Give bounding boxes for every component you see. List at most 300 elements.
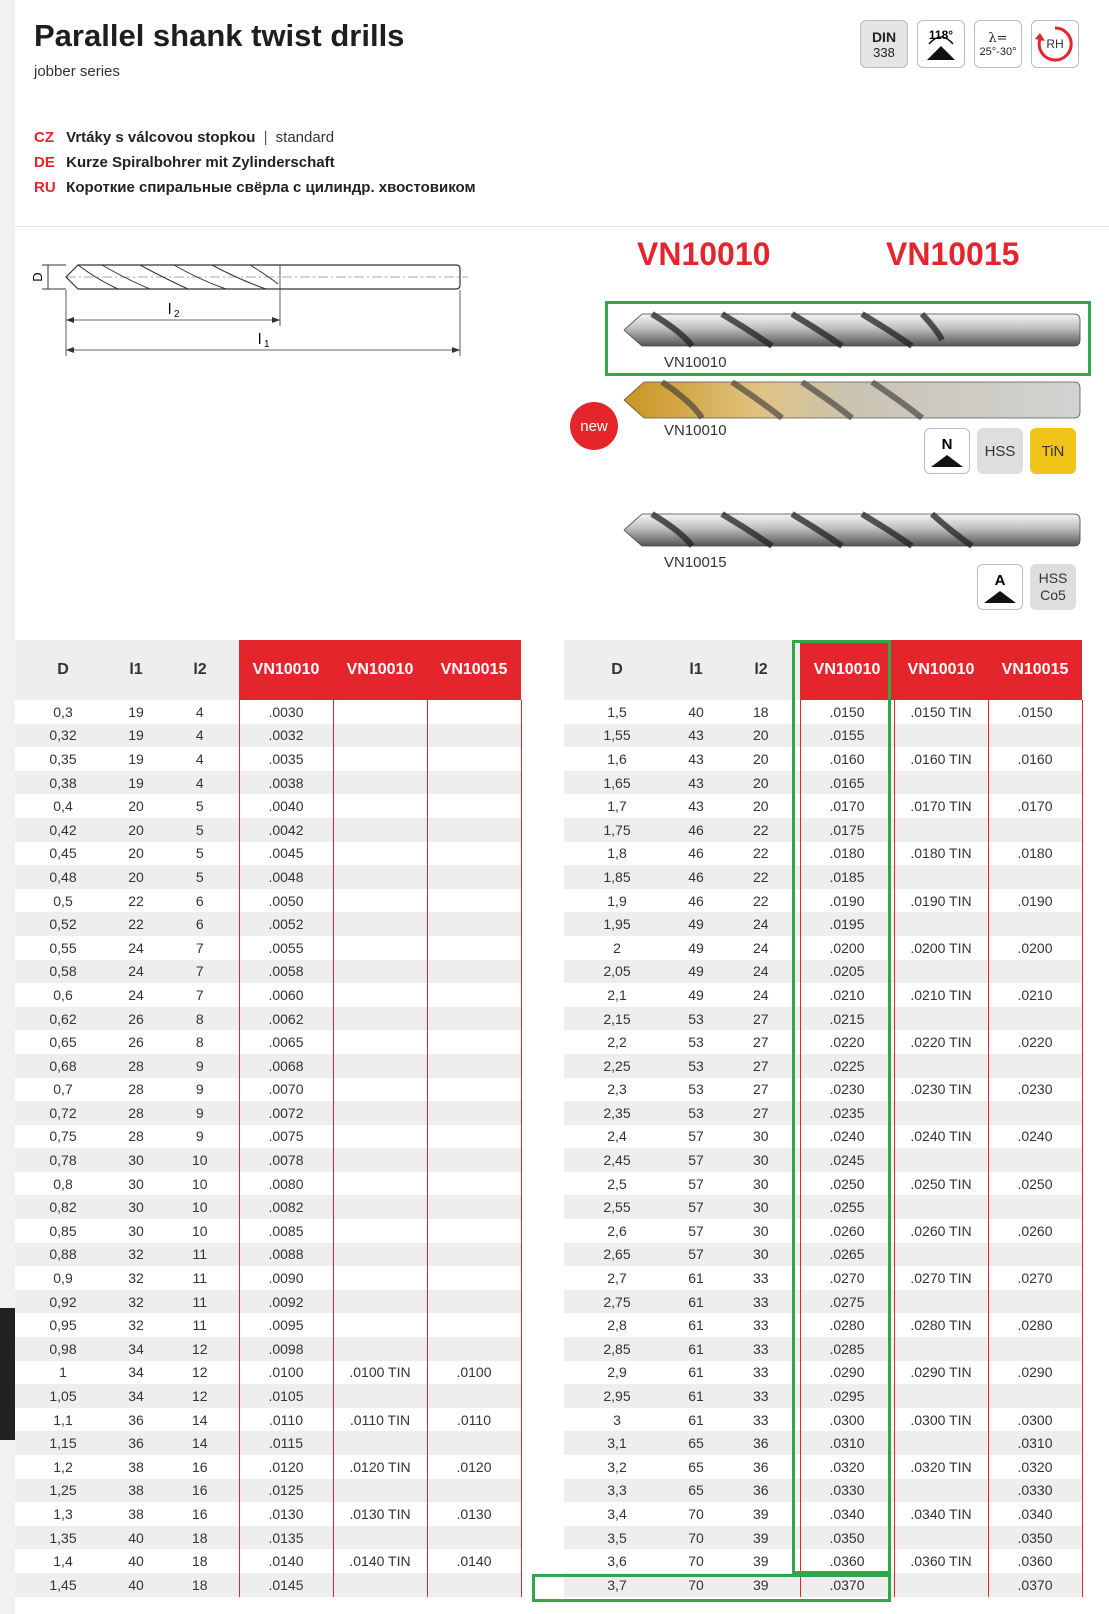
table-cell: 18 — [161, 1526, 239, 1550]
table-cell: .0310 — [800, 1431, 894, 1455]
table-cell: 20 — [722, 771, 800, 795]
table-cell: 43 — [688, 750, 704, 767]
table-cell — [333, 771, 427, 795]
table-cell: 57 — [688, 1128, 704, 1145]
table-row — [15, 1384, 521, 1408]
table-cell: 6 — [161, 912, 239, 936]
table-cell: .0260 — [988, 1219, 1082, 1243]
table-cell — [894, 724, 988, 748]
table-cell: 3,4 — [607, 1505, 627, 1522]
table-cell: 2,05 — [564, 960, 670, 984]
table-cell: .0155 — [800, 724, 894, 748]
table-cell: 32 — [111, 1243, 161, 1267]
product-code-vn10010: VN10010 — [637, 236, 771, 272]
table-cell: .0140 — [239, 1549, 333, 1573]
table-cell: 2,35 — [564, 1101, 670, 1125]
column-header: l1 — [670, 640, 722, 700]
drill-image-vn10015 — [622, 510, 1082, 550]
table-cell: 33 — [752, 1411, 769, 1428]
table-cell: .0070 — [239, 1078, 333, 1102]
table-cell: 61 — [688, 1270, 704, 1287]
table-cell: 1,4 — [53, 1553, 73, 1570]
table-cell: 53 — [688, 1081, 704, 1098]
table-cell: .0195 — [800, 912, 894, 936]
column-header: VN10015 — [988, 640, 1082, 700]
table-cell — [894, 771, 988, 795]
table-cell: 2,55 — [564, 1195, 670, 1219]
table-cell: .0075 — [239, 1125, 333, 1149]
table-cell — [427, 865, 521, 889]
table-cell: .0255 — [800, 1195, 894, 1219]
table-cell: 40 — [111, 1526, 161, 1550]
table-cell: 3,5 — [564, 1526, 670, 1550]
table-cell: 53 — [688, 1034, 704, 1051]
table-cell: 0,52 — [15, 912, 111, 936]
table-cell: .0350 — [988, 1526, 1082, 1550]
table-cell: 24 — [722, 960, 800, 984]
table-cell: .0145 — [239, 1573, 333, 1597]
table-cell: .0100 — [239, 1361, 333, 1385]
table-cell: .0030 — [239, 700, 333, 724]
table-row — [15, 794, 521, 818]
table-cell — [427, 1030, 521, 1054]
table-cell: 0,75 — [49, 1128, 77, 1145]
table-cell: 36 — [111, 1431, 161, 1455]
table-cell: 22 — [722, 865, 800, 889]
rotation-icon — [1034, 23, 1076, 65]
table-cell: .0100 — [427, 1361, 521, 1385]
table-cell: .0300 TIN — [894, 1408, 988, 1432]
table-cell: 19 — [128, 750, 144, 767]
table-cell: 0,92 — [15, 1290, 111, 1314]
table-cell — [427, 1101, 521, 1125]
table-cell: 65 — [670, 1431, 722, 1455]
table-cell — [894, 1479, 988, 1503]
table-row — [15, 1243, 521, 1267]
table-cell — [333, 1384, 427, 1408]
table-cell: .0280 — [800, 1313, 894, 1337]
table-cell: 24 — [722, 912, 800, 936]
table-row — [15, 889, 521, 913]
table-cell — [333, 1431, 427, 1455]
table-cell: 22 — [752, 845, 769, 862]
table-cell — [427, 1526, 521, 1550]
table-cell — [333, 1172, 427, 1196]
table-cell: 4 — [195, 703, 204, 720]
table-cell: .0220 — [800, 1030, 894, 1054]
table-cell: 0,3 — [53, 703, 73, 720]
table-cell: .0092 — [239, 1290, 333, 1314]
table-cell — [988, 724, 1082, 748]
table-cell: 0,8 — [53, 1175, 73, 1192]
tool-type-n-label: N — [941, 436, 953, 453]
table-cell: 57 — [670, 1195, 722, 1219]
tool-type-n-badge — [924, 428, 970, 474]
table-row — [15, 1455, 521, 1479]
table-cell — [333, 1337, 427, 1361]
table-cell: .0285 — [800, 1337, 894, 1361]
table-cell — [988, 912, 1082, 936]
table-cell — [988, 1148, 1082, 1172]
table-cell — [894, 1573, 988, 1597]
table-cell: 0,85 — [49, 1222, 77, 1239]
l2-label: l — [168, 301, 172, 318]
table-cell: .0065 — [239, 1030, 333, 1054]
point-angle-badge — [917, 20, 965, 68]
table-cell: 30 — [722, 1195, 800, 1219]
table-cell: 4 — [161, 771, 239, 795]
table-cell: 19 — [111, 724, 161, 748]
din-label: DIN — [871, 28, 897, 45]
table-cell: 2,25 — [564, 1054, 670, 1078]
table-row — [15, 1549, 521, 1573]
table-cell — [988, 1290, 1082, 1314]
table-cell: 22 — [128, 892, 144, 909]
table-cell: .0110 — [427, 1408, 521, 1432]
table-cell: .0360 — [800, 1549, 894, 1573]
table-cell: 36 — [722, 1431, 800, 1455]
page-subtitle: jobber series — [34, 63, 120, 80]
table-cell: 10 — [161, 1195, 239, 1219]
table-cell — [427, 912, 521, 936]
table-cell: 0,58 — [15, 960, 111, 984]
table-cell: 12 — [191, 1364, 208, 1381]
table-cell: 0,38 — [15, 771, 111, 795]
table-cell — [333, 1479, 427, 1503]
table-cell: .0350 — [800, 1526, 894, 1550]
table-cell: .0180 — [988, 842, 1082, 866]
table-cell: 28 — [111, 1101, 161, 1125]
product-code-vn10015: VN10015 — [886, 236, 1020, 272]
table-cell: 38 — [111, 1479, 161, 1503]
table-cell: 1,25 — [15, 1479, 111, 1503]
table-cell — [333, 700, 427, 724]
table-row — [15, 912, 521, 936]
table-cell: 2,7 — [607, 1270, 627, 1287]
table-cell: 39 — [722, 1526, 800, 1550]
table-cell: 3,2 — [607, 1458, 627, 1475]
table-cell: .0230 — [800, 1078, 894, 1102]
table-cell: .0125 — [239, 1479, 333, 1503]
highlight-box-row — [532, 1574, 891, 1602]
table-cell — [427, 724, 521, 748]
table-cell — [333, 1078, 427, 1102]
table-cell: .0050 — [239, 889, 333, 913]
column-header: l1 — [111, 640, 161, 700]
table-cell: 0,88 — [15, 1243, 111, 1267]
table-cell — [427, 1243, 521, 1267]
table-cell: 7 — [195, 986, 204, 1003]
table-cell: 5 — [161, 865, 239, 889]
table-cell: 1,5 — [607, 703, 627, 720]
table-cell: 27 — [752, 1034, 769, 1051]
table-cell: 24 — [128, 986, 144, 1003]
table-cell: .0250 TIN — [894, 1172, 988, 1196]
table-cell: 2,75 — [564, 1290, 670, 1314]
table-cell — [894, 818, 988, 842]
table-row — [15, 747, 521, 771]
table-cell: .0082 — [239, 1195, 333, 1219]
table-cell: 6 — [195, 892, 204, 909]
column-header: l2 — [722, 640, 800, 700]
table-cell — [333, 936, 427, 960]
table-cell — [427, 1007, 521, 1031]
table-cell: .0320 — [988, 1455, 1082, 1479]
table-cell: .0370 — [988, 1573, 1082, 1597]
table-row — [15, 1148, 521, 1172]
table-cell: 33 — [752, 1270, 769, 1287]
table-cell: 1,35 — [15, 1526, 111, 1550]
material-hssco5-badge — [1030, 564, 1076, 610]
lang-separator: | — [263, 129, 268, 146]
table-row — [15, 1408, 521, 1432]
table-cell: .0235 — [800, 1101, 894, 1125]
table-cell: .0085 — [239, 1219, 333, 1243]
table-cell: 43 — [670, 724, 722, 748]
table-cell: .0062 — [239, 1007, 333, 1031]
table-cell — [894, 1054, 988, 1078]
rotation-badge — [1031, 20, 1079, 68]
table-cell: 28 — [128, 1128, 144, 1145]
point-angle-icon — [921, 24, 961, 64]
material-hssco-line1: HSS — [1038, 570, 1068, 586]
table-cell: 38 — [128, 1505, 144, 1522]
table-row — [15, 1125, 521, 1149]
table-cell: .0170 — [988, 794, 1082, 818]
table-cell: 22 — [111, 912, 161, 936]
table-cell — [988, 1195, 1082, 1219]
drill-dimension-diagram — [28, 246, 478, 366]
table-cell — [427, 1054, 521, 1078]
table-cell — [333, 865, 427, 889]
table-cell: 27 — [722, 1007, 800, 1031]
table-row — [15, 1195, 521, 1219]
table-row — [15, 960, 521, 984]
table-cell: .0260 — [800, 1219, 894, 1243]
table-cell — [894, 912, 988, 936]
table-cell: 57 — [688, 1175, 704, 1192]
table-cell: 70 — [670, 1573, 722, 1597]
table-cell: .0110 TIN — [333, 1408, 427, 1432]
table-cell: 3,3 — [564, 1479, 670, 1503]
table-cell: 30 — [722, 1243, 800, 1267]
table-cell: .0200 — [800, 936, 894, 960]
table-cell: 34 — [111, 1384, 161, 1408]
table-cell: 28 — [128, 1081, 144, 1098]
table-row — [15, 724, 521, 748]
table-cell — [988, 1054, 1082, 1078]
table-cell: 1,65 — [564, 771, 670, 795]
table-cell — [333, 818, 427, 842]
table-cell: .0035 — [239, 747, 333, 771]
table-cell: .0052 — [239, 912, 333, 936]
table-cell — [427, 1479, 521, 1503]
table-cell — [894, 1101, 988, 1125]
table-cell: 5 — [161, 818, 239, 842]
table-cell: 36 — [128, 1411, 144, 1428]
table-cell: 0,72 — [15, 1101, 111, 1125]
table-cell: .0130 — [427, 1502, 521, 1526]
table-cell: .0190 — [800, 889, 894, 913]
table-cell: 46 — [670, 818, 722, 842]
table-cell: 2,6 — [607, 1222, 627, 1239]
table-cell: 30 — [722, 1148, 800, 1172]
table-cell: .0042 — [239, 818, 333, 842]
table-cell: .0280 TIN — [894, 1313, 988, 1337]
table-row — [15, 1007, 521, 1031]
table-cell — [427, 960, 521, 984]
table-cell: 4 — [195, 750, 204, 767]
helix-angle-range: 25°-30° — [979, 45, 1017, 58]
column-header: VN10010 — [333, 640, 427, 700]
table-row — [15, 936, 521, 960]
table-cell: 1,85 — [564, 865, 670, 889]
drill-image-vn10010-tin — [622, 378, 1082, 422]
diameter-label: D — [30, 272, 45, 282]
table-cell: .0115 — [239, 1431, 333, 1455]
table-cell: 0,9 — [53, 1270, 73, 1287]
table-cell: 1 — [59, 1364, 67, 1381]
table-cell: .0300 — [988, 1408, 1082, 1432]
table-cell: 0,7 — [53, 1081, 73, 1098]
table-cell: .0290 — [800, 1361, 894, 1385]
table-cell: 0,42 — [15, 818, 111, 842]
table-cell: .0220 TIN — [894, 1030, 988, 1054]
table-cell: .0225 — [800, 1054, 894, 1078]
table-row — [15, 1337, 521, 1361]
table-cell: .0280 — [988, 1313, 1082, 1337]
lang-text: Kurze Spiralbohrer mit Zylinderschaft — [66, 154, 335, 171]
table-cell: 18 — [161, 1573, 239, 1597]
table-cell: 57 — [688, 1222, 704, 1239]
table-cell: 2,65 — [564, 1243, 670, 1267]
table-cell: 7 — [161, 960, 239, 984]
l1-label: l — [258, 331, 262, 348]
table-cell: .0120 TIN — [333, 1455, 427, 1479]
table-cell: .0080 — [239, 1172, 333, 1196]
table-cell: .0088 — [239, 1243, 333, 1267]
table-cell: 20 — [128, 798, 144, 815]
highlight-box-column — [792, 640, 891, 1574]
table-cell: .0095 — [239, 1313, 333, 1337]
page-title: Parallel shank twist drills — [34, 18, 405, 53]
lang-code: RU — [34, 179, 56, 196]
table-cell: .0340 — [800, 1502, 894, 1526]
table-cell — [988, 771, 1082, 795]
table-cell: .0210 TIN — [894, 983, 988, 1007]
table-cell: 36 — [722, 1479, 800, 1503]
table-row — [15, 1219, 521, 1243]
table-cell: .0190 TIN — [894, 889, 988, 913]
table-cell: 2,85 — [564, 1337, 670, 1361]
column-header: VN10015 — [427, 640, 521, 700]
table-cell: .0240 — [800, 1125, 894, 1149]
table-cell: 34 — [111, 1337, 161, 1361]
table-cell: .0098 — [239, 1337, 333, 1361]
table-cell — [333, 1101, 427, 1125]
table-cell: .0048 — [239, 865, 333, 889]
column-header: VN10010 — [239, 640, 333, 700]
table-cell: 0,5 — [53, 892, 73, 909]
table-cell: 0,4 — [53, 798, 73, 815]
table-cell: 16 — [191, 1505, 208, 1522]
table-cell: 7 — [195, 939, 204, 956]
table-cell: .0200 — [988, 936, 1082, 960]
table-cell — [333, 747, 427, 771]
table-cell: .0140 — [427, 1549, 521, 1573]
table-cell: .0290 — [988, 1361, 1082, 1385]
table-row — [15, 842, 521, 866]
table-cell: .0055 — [239, 936, 333, 960]
table-cell: 20 — [128, 845, 144, 862]
table-cell: 2,15 — [564, 1007, 670, 1031]
table-cell: .0185 — [800, 865, 894, 889]
table-cell: 49 — [670, 912, 722, 936]
table-cell: 11 — [192, 1270, 208, 1287]
table-cell: 26 — [128, 1034, 144, 1051]
table-cell: 11 — [161, 1290, 239, 1314]
table-cell: 1,2 — [53, 1458, 73, 1475]
table-cell — [427, 1384, 521, 1408]
table-cell: 0,68 — [15, 1054, 111, 1078]
table-cell: 1,75 — [564, 818, 670, 842]
column-header: VN10010 — [800, 640, 894, 700]
table-cell: 0,55 — [49, 939, 77, 956]
table-row — [15, 1266, 521, 1290]
l1-sub: 1 — [264, 339, 270, 350]
column-header: VN10010 — [894, 640, 988, 700]
table-cell: 30 — [111, 1195, 161, 1219]
table-cell: 30 — [128, 1175, 144, 1192]
table-cell: 20 — [752, 750, 769, 767]
table-cell: 2,2 — [607, 1034, 627, 1051]
table-cell: 38 — [128, 1458, 144, 1475]
table-cell: .0270 — [800, 1266, 894, 1290]
table-cell: 20 — [111, 818, 161, 842]
table-cell — [427, 889, 521, 913]
table-cell: .0210 — [988, 983, 1082, 1007]
table-cell: .0130 — [239, 1502, 333, 1526]
chapter-tab — [0, 1308, 15, 1440]
table-cell: .0140 TIN — [333, 1549, 427, 1573]
table-cell: .0370 — [800, 1573, 894, 1597]
table-cell: 0,78 — [15, 1148, 111, 1172]
table-cell: 16 — [191, 1458, 208, 1475]
table-cell: 9 — [161, 1101, 239, 1125]
table-cell: 9 — [195, 1081, 204, 1098]
table-cell — [427, 1172, 521, 1196]
table-cell: 2,5 — [607, 1175, 627, 1192]
table-cell: 12 — [161, 1384, 239, 1408]
table-cell — [333, 912, 427, 936]
table-cell — [427, 1078, 521, 1102]
table-cell: .0160 — [988, 747, 1082, 771]
spec-badges — [860, 20, 1079, 68]
table-cell: 2,3 — [607, 1081, 627, 1098]
table-row — [15, 1479, 521, 1503]
table-cell: .0068 — [239, 1054, 333, 1078]
table-cell — [988, 1007, 1082, 1031]
table-cell: 22 — [722, 818, 800, 842]
table-cell: 49 — [688, 986, 704, 1003]
table-cell: 43 — [670, 771, 722, 795]
spec-table-left — [15, 640, 522, 1597]
table-cell: 65 — [670, 1479, 722, 1503]
table-row — [15, 1526, 521, 1550]
table-cell: 10 — [191, 1222, 208, 1239]
lang-line-de — [34, 150, 476, 175]
table-cell — [333, 1573, 427, 1597]
